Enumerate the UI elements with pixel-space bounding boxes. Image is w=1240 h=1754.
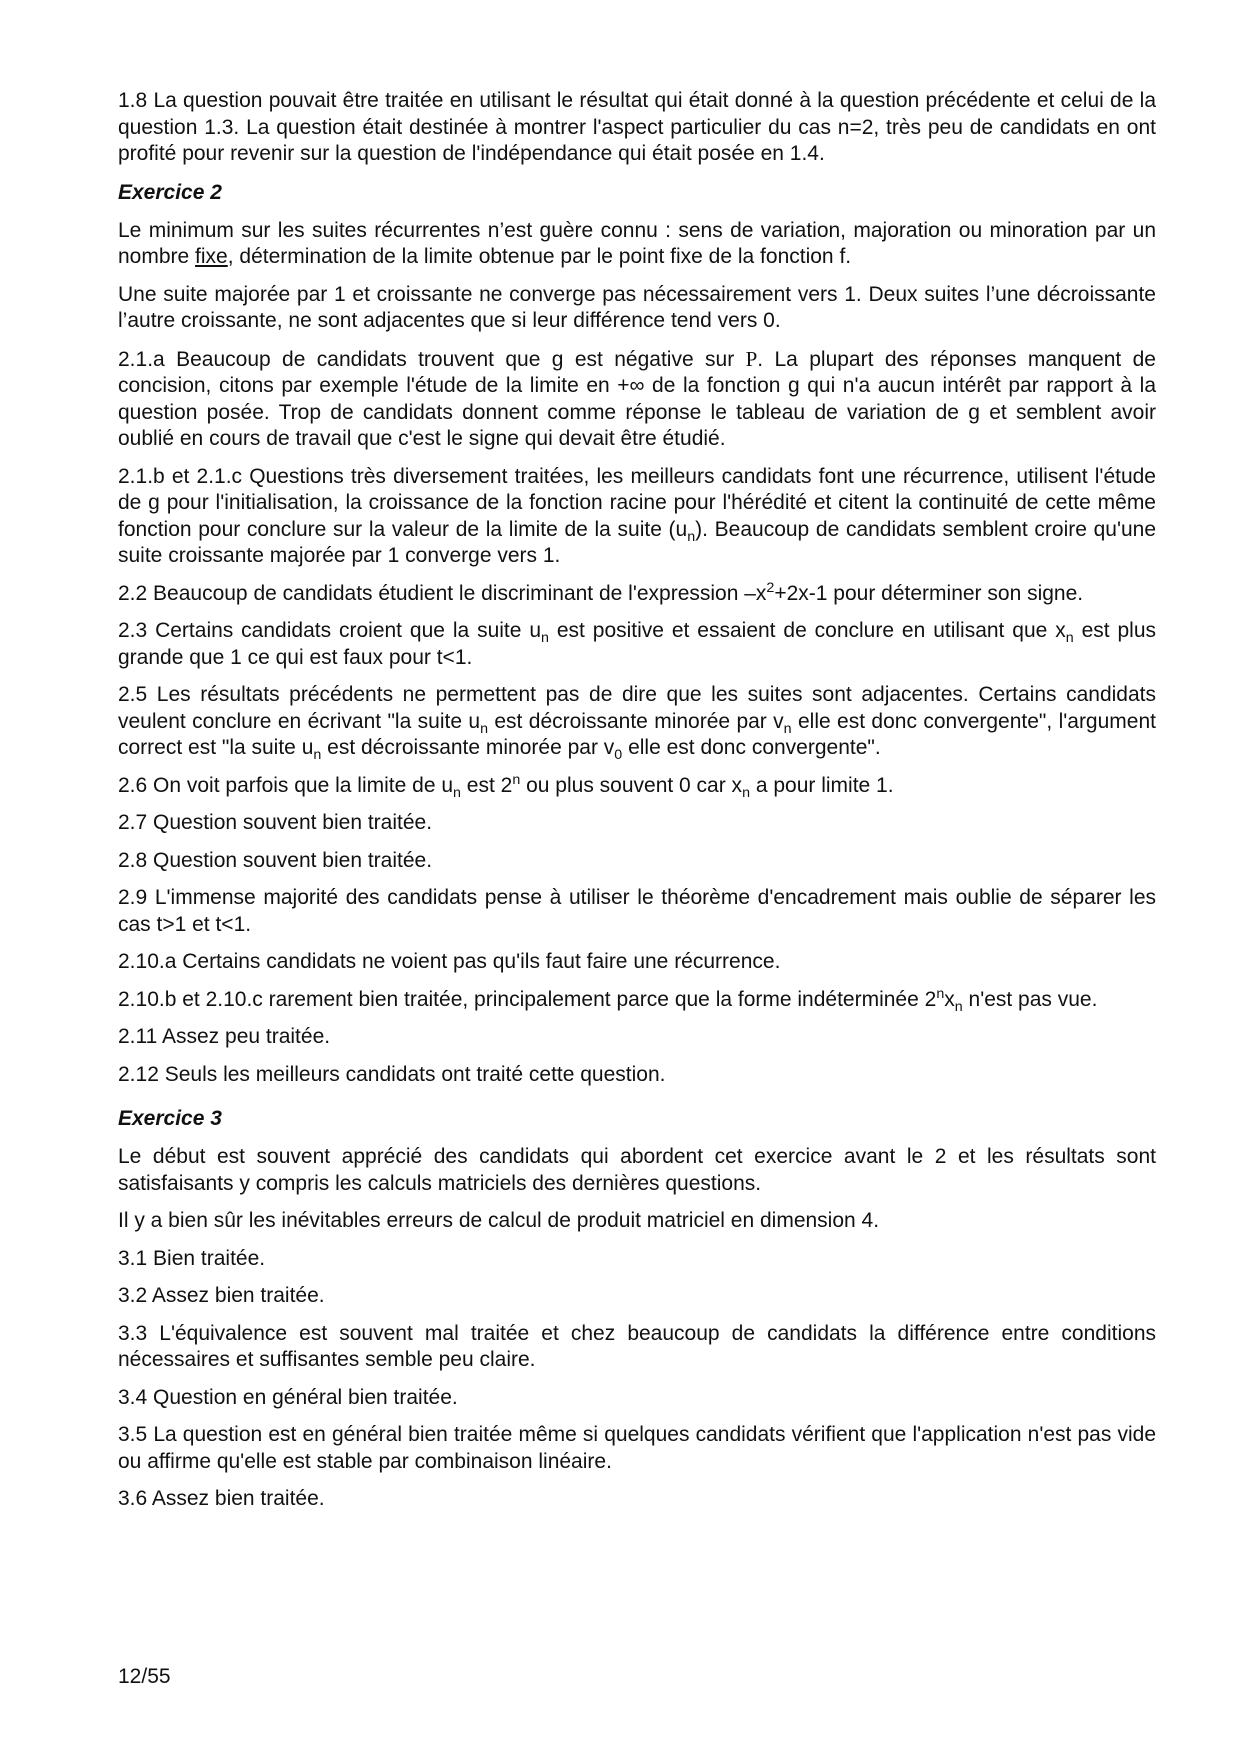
text-span: elle est donc convergente". — [622, 736, 881, 759]
text-span: 2.1.a Beaucoup de candidats trouvent que g est négative sur — [118, 347, 746, 371]
paragraph-3-6: 3.6 Assez bien traitée. — [118, 1487, 325, 1510]
text-span: 2.1.b et 2.1.c Questions très diversement traitées, les meilleurs candidats font une récurrence, utilisent l'étude de g pour l'initialisation, la croissance de la fonction racine pour l'hérédité et citent la continuité de cette même fonction pour conclure sur la valeur de la limite de la suite (u — [118, 464, 1156, 541]
subscript: n — [480, 720, 488, 737]
text-span: +2x-1 pour déterminer son signe. — [774, 581, 1084, 605]
paragraph-2-2 — [118, 581, 1156, 608]
paragraph-2-1-bc — [118, 464, 1156, 570]
math-symbol-p: P — [745, 346, 758, 371]
exercise-3-intro-2: Il y a bien sûr les inévitables erreurs de calcul de produit matriciel en dimension 4. — [118, 1209, 880, 1232]
paragraph-3-1: 3.1 Bien traitée. — [118, 1246, 266, 1270]
text-span: est décroissante minorée par v — [321, 736, 615, 759]
text-span: 2.6 On voit parfois que la limite de u — [118, 773, 454, 797]
subscript: n — [453, 784, 461, 801]
text-span: 2.10.b et 2.10.c rarement bien traitée, principalement parce que la forme indéterminée 2 — [118, 987, 937, 1011]
text-span: , détermination de la limite obtenue par le point fixe de la fonction f. — [227, 245, 852, 268]
exercise-3-intro-1: Le début est souvent apprécié des candidats qui abordent cet exercice avant le 2 et les résultats sont satisfaisants y compris les calculs matriciels des dernières questions. — [118, 1145, 1156, 1195]
exercise-2-intro-2: Une suite majorée par 1 et croissante ne converge pas nécessairement vers 1. Deux suites l’une décroissante l’autre croissante, ne sont adjacentes que si leur différence tend vers 0. — [118, 282, 1156, 332]
superscript: n — [936, 985, 945, 1002]
text-span: n'est pas vue. — [962, 987, 1098, 1011]
exercise-2-intro-1 — [118, 218, 1156, 271]
paragraph-3-3: 3.3 L'équivalence est souvent mal traitée et chez beaucoup de candidats la différence entre conditions nécessaires et suffisantes semble peu claire. — [118, 1321, 1156, 1371]
paragraph-2-5 — [118, 682, 1156, 762]
paragraph-2-3 — [118, 618, 1156, 671]
text-span: est 2 — [460, 773, 513, 797]
text-span: est plus grande que 1 ce qui est faux pour t<1. — [118, 619, 1157, 669]
paragraph-2-12: 2.12 Seuls les meilleurs candidats ont traité cette question. — [118, 1062, 666, 1086]
text-span: est positive et essaient de conclure en utilisant que x — [548, 619, 1066, 642]
paragraph-2-9: 2.9 L'immense majorité des candidats pense à utiliser le théorème d'encadrement mais oublie de séparer les cas t>1 et t<1. — [118, 886, 1156, 936]
page-number: 12/55 — [118, 1665, 171, 1688]
text-span: 2.3 Certains candidats croient que la suite u — [118, 619, 542, 642]
text-span: ou plus souvent 0 car x — [520, 773, 743, 797]
paragraph-3-2: 3.2 Assez bien traitée. — [118, 1284, 325, 1307]
subscript: n — [783, 720, 792, 737]
underlined-word: fixe — [195, 245, 228, 268]
text-span: elle est donc convergente", l'argument correct est "la suite u — [118, 709, 1156, 759]
subscript: n — [954, 998, 963, 1015]
text-span: a pour limite 1. — [750, 773, 894, 797]
paragraph-2-7: 2.7 Question souvent bien traitée. — [118, 811, 433, 834]
text-span: Le minimum sur les suites récurrentes n’est guère connu : sens de variation, majoration ou minoration par un nombre — [118, 218, 1156, 268]
paragraph-1-8: 1.8 La question pouvait être traitée en utilisant le résultat qui était donné à la question précédente et celui de la question 1.3. La question était destinée à montrer l'aspect particulier du cas n=2, très peu de candidats en ont profité pour revenir sur la question de l'indépendance qui était posée en 1.4. — [118, 89, 1156, 165]
subscript: n — [541, 630, 549, 647]
subscript: n — [687, 528, 696, 545]
subscript: n — [742, 784, 750, 801]
paragraph-3-5: 3.5 La question est en général bien traitée même si quelques candidats vérifient que l'application n'est pas vide ou affirme qu'elle est stable par combinaison linéaire. — [118, 1423, 1156, 1473]
paragraph-2-10-bc — [118, 987, 1156, 1014]
text-span: est décroissante minorée par v — [488, 709, 784, 733]
subscript: n — [1065, 630, 1074, 647]
exercise-3-heading: Exercice 3 — [118, 1107, 222, 1130]
text-span: ). Beaucoup de candidats semblent croire qu'une suite croissante majorée par 1 converge vers 1. — [118, 517, 1156, 567]
subscript: 0 — [614, 747, 623, 764]
paragraph-2-1-a — [118, 346, 1156, 453]
superscript: n — [512, 771, 521, 788]
text-span: 2.5 Les résultats précédents ne permettent pas de dire que les suites sont adjacentes. Certains candidats veulent conclure en écrivant "la suite u — [118, 683, 1156, 733]
paragraph-2-6 — [118, 773, 1156, 800]
paragraph-3-4: 3.4 Question en général bien traitée. — [118, 1385, 458, 1409]
subscript: n — [313, 747, 322, 764]
superscript: 2 — [766, 579, 775, 596]
exercise-2-heading: Exercice 2 — [118, 180, 222, 204]
document-body — [118, 88, 1156, 1524]
text-span: 2.2 Beaucoup de candidats étudient le discriminant de l'expression –x — [118, 581, 767, 605]
paragraph-2-10-a: 2.10.a Certains candidats ne voient pas qu'ils faut faire une récurrence. — [118, 950, 781, 973]
text-span: . La plupart des réponses manquent de concision, citons par exemple l'étude de la limite en +∞ de la fonction g qui n'a aucun intérêt par rapport à la question posée. Trop de candidats donnent comme réponse le tableau de variation de g et semblent avoir oublié en cours de travail que c'est le signe qui devait être étudié. — [118, 347, 1156, 450]
text-span: x — [944, 987, 955, 1011]
paragraph-2-8: 2.8 Question souvent bien traitée. — [118, 848, 433, 872]
paragraph-2-11: 2.11 Assez peu traitée. — [118, 1025, 331, 1048]
